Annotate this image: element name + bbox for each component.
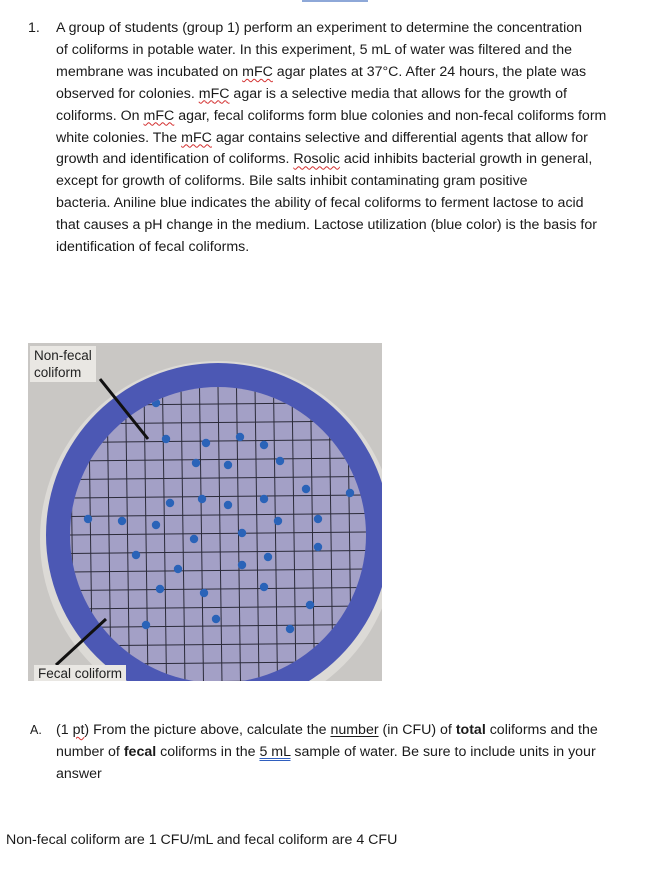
colony xyxy=(156,585,164,593)
question-1 xyxy=(28,18,658,259)
spellcheck-word: mFC xyxy=(198,85,230,102)
spellcheck-word: pt xyxy=(72,722,85,738)
text-line: of coliforms in potable water. In this experiment, 5 mL of water was filtered and the xyxy=(56,41,572,58)
colony xyxy=(200,589,208,597)
petri-dish-figure xyxy=(28,343,382,681)
emphasis: 5 mL xyxy=(259,743,291,760)
question-a-text xyxy=(56,720,650,786)
colony xyxy=(192,459,200,467)
question-letter: A. xyxy=(30,723,42,737)
text-line: membrane was incubated on mFC agar plates at 37°C. After 24 hours, the plate was xyxy=(56,63,587,80)
student-answer[interactable]: Non-fecal coliform are 1 CFU/mL and fecal coliform are 4 CFU xyxy=(6,832,398,848)
colony xyxy=(84,515,92,523)
header-rule xyxy=(302,0,368,2)
text-line: number of fecal coliforms in the 5 mL sample of water. Be sure to include units in your xyxy=(56,743,596,760)
spellcheck-word: mFC xyxy=(143,107,175,124)
colony xyxy=(118,517,126,525)
spellcheck-word: mFC xyxy=(242,63,273,80)
text-line: (1 pt) From the picture above, calculate the number (in CFU) of total coliforms and the xyxy=(56,722,598,738)
text-line: growth and identification of coliforms. Rosolic acid inhibits bacterial growth in general, xyxy=(56,151,593,168)
text-line: observed for colonies. mFC agar is a selective media that allows for the growth of xyxy=(56,85,567,102)
colony xyxy=(202,439,210,447)
spellcheck-word: Rosolic xyxy=(293,151,340,168)
colony xyxy=(142,621,150,629)
text-line: identification of fecal coliforms. xyxy=(56,239,250,256)
colony xyxy=(260,495,268,503)
colony xyxy=(162,435,170,443)
colony xyxy=(166,499,174,507)
text-line: except for growth of coliforms. Bile salts inhibit contaminating gram positive xyxy=(56,173,528,190)
text-line: bacteria. Aniline blue indicates the ability of fecal coliforms to ferment lactose to acid xyxy=(56,195,584,212)
colony xyxy=(276,457,284,465)
colony xyxy=(198,495,206,503)
text-line: answer xyxy=(56,765,102,782)
text-line: coliforms. On mFC agar, fecal coliforms form blue colonies and non-fecal coliforms form xyxy=(56,107,607,124)
colony xyxy=(314,543,322,551)
colony xyxy=(174,565,182,573)
colony xyxy=(264,553,272,561)
colony xyxy=(314,515,322,523)
colony xyxy=(224,461,232,469)
colony xyxy=(238,561,246,569)
question-a xyxy=(30,720,650,786)
colony xyxy=(286,625,294,633)
text-line: that causes a pH change in the medium. Lactose utilization (blue color) is the basis for xyxy=(56,217,597,234)
colony xyxy=(212,615,220,623)
emphasis: number xyxy=(330,722,379,738)
colony xyxy=(260,583,268,591)
colony xyxy=(238,529,246,537)
colony xyxy=(132,551,140,559)
colony xyxy=(346,489,354,497)
emphasis: total xyxy=(455,722,486,738)
non-fecal-label-line2: coliform xyxy=(34,365,82,380)
fecal-label: Fecal coliform xyxy=(34,665,126,681)
colony xyxy=(236,433,244,441)
colony xyxy=(224,501,232,509)
colony xyxy=(274,517,282,525)
non-fecal-label-line1: Non-fecal xyxy=(34,348,92,363)
non-fecal-label xyxy=(30,346,96,382)
question-number: 1. xyxy=(28,20,40,36)
petri-dish-image xyxy=(28,343,382,681)
spellcheck-word: mFC xyxy=(181,129,212,146)
colony xyxy=(302,485,310,493)
colony xyxy=(152,521,160,529)
colony xyxy=(190,535,198,543)
colony xyxy=(306,601,314,609)
text-line: A group of students (group 1) perform an experiment to determine the concentration xyxy=(56,20,583,36)
colony xyxy=(260,441,268,449)
text-line: white colonies. The mFC agar contains selective and differential agents that allow for xyxy=(56,129,588,146)
question-1-text xyxy=(56,18,658,259)
emphasis: fecal xyxy=(123,743,157,760)
